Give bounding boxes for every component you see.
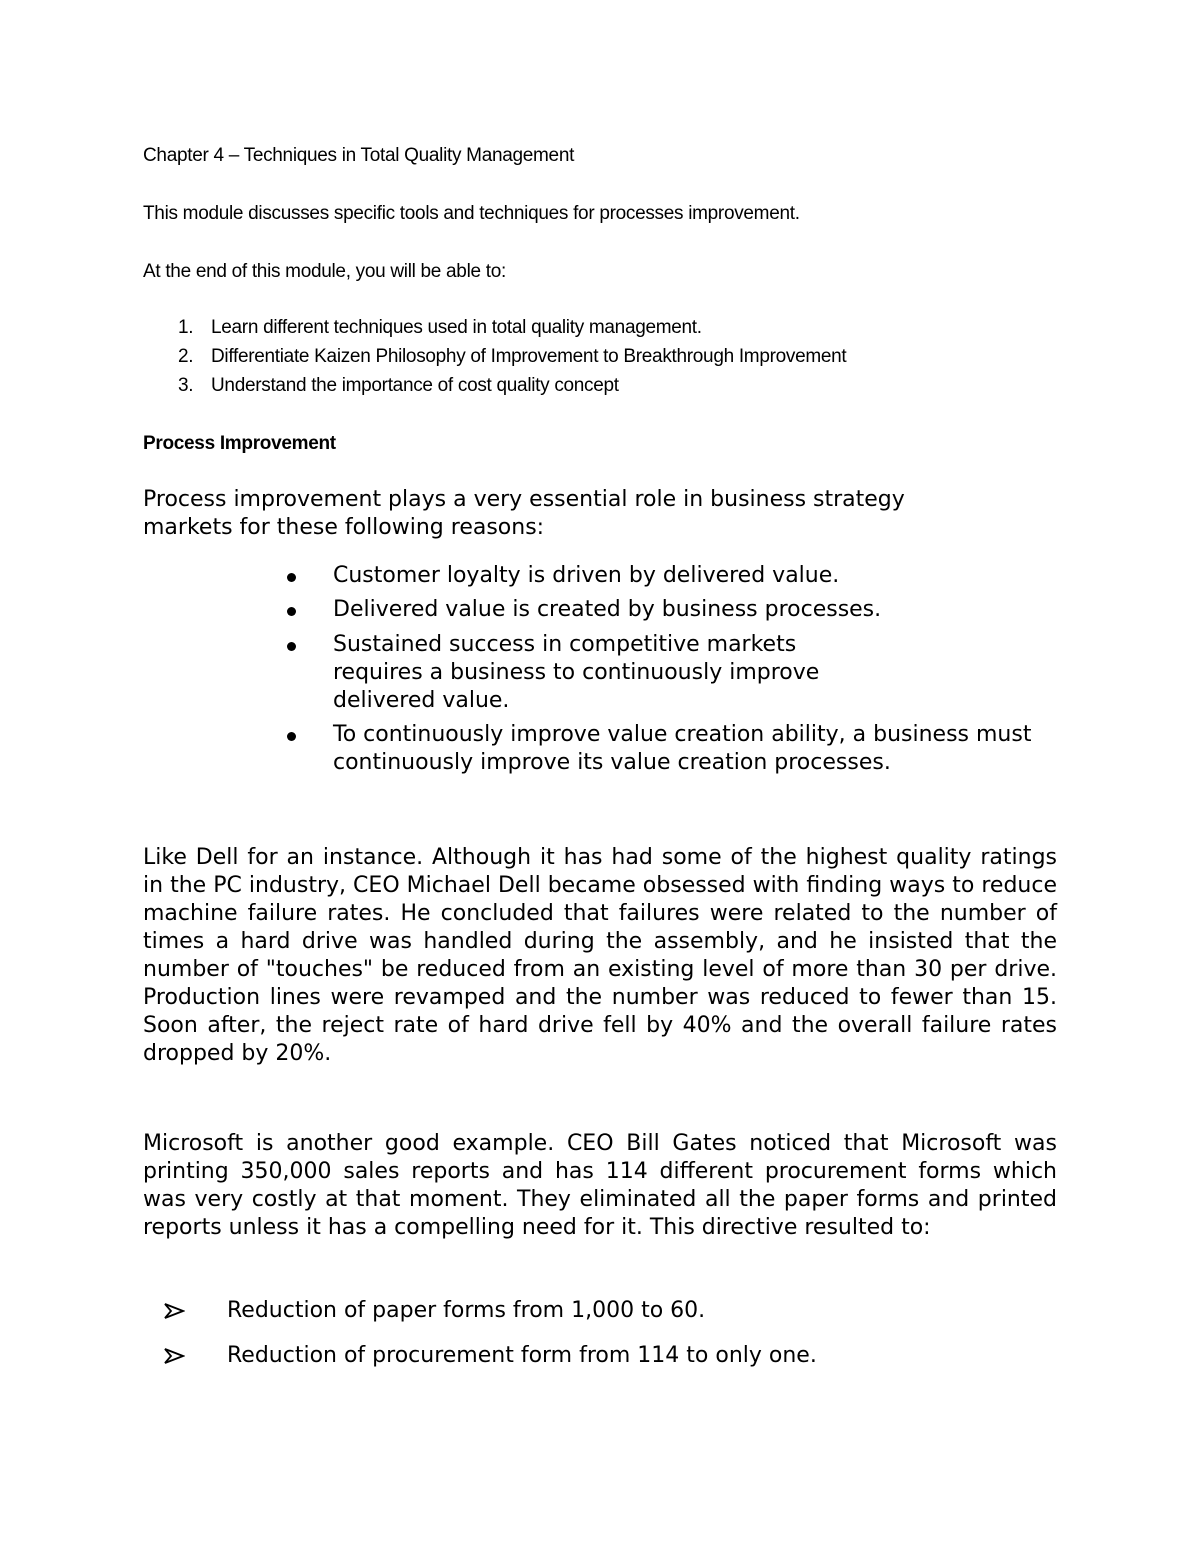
objective-text: Differentiate Kaizen Philosophy of Improvement to Breakthrough Improvement: [211, 346, 847, 367]
reason-text: Delivered value is created by business processes.: [333, 597, 882, 622]
bullet-dot-icon: [287, 642, 296, 651]
arrow-bullet-icon: [163, 1347, 185, 1365]
objective-number: 3.: [178, 375, 194, 396]
microsoft-paragraph: Microsoft is another good example. CEO Bill Gates noticed that Microsoft was printing 350,000 sales reports and has 114 different procurement forms which was very costly at that moment. They eliminated all the paper forms and printed reports unless it has a compelling need for it. This directive resulted to:: [143, 1131, 1057, 1240]
result-text: Reduction of procurement form from 114 to only one.: [227, 1343, 817, 1368]
objective-number: 1.: [178, 317, 194, 338]
reason-text: Customer loyalty is driven by delivered value.: [333, 563, 840, 588]
intro-text: This module discusses specific tools and techniques for processes improvement.: [143, 203, 800, 224]
section-intro: Process improvement plays a very essential role in business strategy markets for these following reasons:: [143, 487, 905, 540]
result-text: Reduction of paper forms from 1,000 to 60.: [227, 1298, 706, 1323]
bullet-dot-icon: [287, 573, 296, 582]
chapter-title: Chapter 4 – Techniques in Total Quality Management: [143, 145, 575, 166]
reason-text: Sustained success in competitive markets requires a business to continuously improve delivered value.: [333, 632, 820, 713]
objective-text: Learn different techniques used in total quality management.: [211, 317, 702, 338]
objective-number: 2.: [178, 346, 194, 367]
bullet-dot-icon: [287, 607, 296, 616]
objective-text: Understand the importance of cost quality concept: [211, 375, 619, 396]
arrow-bullet-icon: [163, 1302, 185, 1320]
reason-text: To continuously improve value creation ability, a business must continuously improve its value creation processes.: [333, 722, 1032, 775]
section-heading: Process Improvement: [143, 433, 336, 454]
dell-paragraph: Like Dell for an instance. Although it has had some of the highest quality ratings in the PC industry, CEO Michael Dell became obsessed with finding ways to reduce machine failure rates. He concluded that failures were related to the number of times a hard drive was handled during the assembly, and he insisted that the number of "touches" be reduced from an existing level of more than 30 per drive. Production lines were revamped and the number was reduced to fewer than 15. Soon after, the reject rate of hard drive fell by 40% and the overall failure rates dropped by 20%.: [143, 845, 1057, 1066]
objectives-lead: At the end of this module, you will be able to:: [143, 261, 506, 282]
bullet-dot-icon: [287, 732, 296, 741]
